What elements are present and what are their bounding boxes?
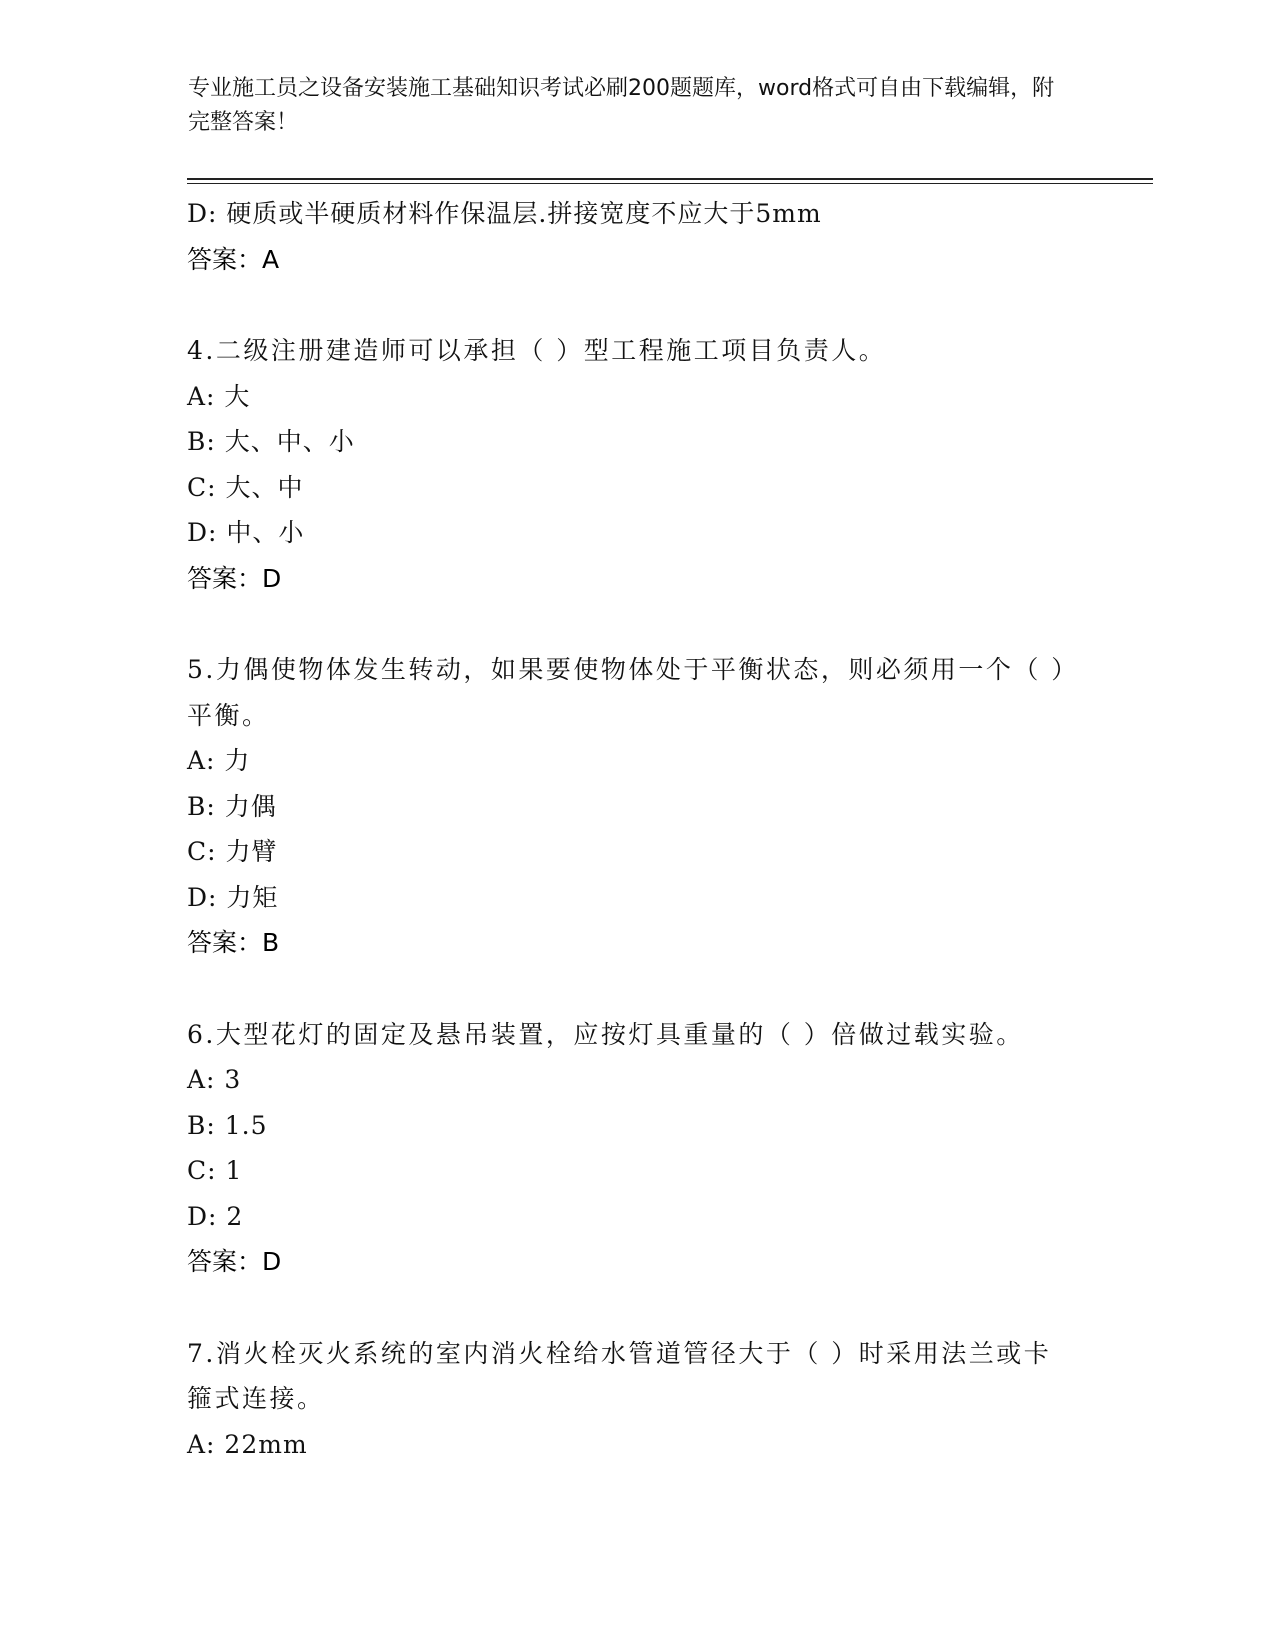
option-b: B: 1.5: [187, 1110, 268, 1140]
option-a: A: 力: [187, 746, 251, 775]
header-divider: [187, 178, 1153, 180]
answer-line: 答案：D: [187, 563, 282, 593]
option-c: C: 大、中: [187, 472, 304, 502]
question-stem: 7.消火栓灭火系统的室内消火栓给水管道管径大于（ ）时采用法兰或卡箍式连接。: [187, 1338, 1052, 1413]
option-c: C: 1: [187, 1156, 243, 1185]
option-d: D: 2: [187, 1201, 244, 1231]
document-header: 专业施工员之设备安装施工基础知识考试必刷200题题库，word格式可自由下载编辑，附完整答案！: [188, 76, 1055, 135]
header-divider-thin: [187, 183, 1153, 184]
question-stem: 4.二级注册建造师可以承担（ ）型工程施工项目负责人。: [187, 336, 887, 365]
option-c: C: 力臂: [187, 837, 278, 866]
option-a: A: 3: [187, 1065, 242, 1094]
question-stem: 6.大型花灯的固定及悬吊装置，应按灯具重量的（ ）倍做过载实验。: [187, 1019, 1024, 1049]
question-list: [187, 191, 1087, 1467]
question-stem: 5.力偶使物体发生转动，如果要使物体处于平衡状态，则必须用一个（ ）平衡。: [187, 655, 1067, 730]
answer-line: 答案：D: [187, 1247, 282, 1276]
answer-line: 答案：B: [187, 928, 280, 957]
answer-line: 答案：A: [187, 244, 280, 274]
option-a: A: 22mm: [187, 1429, 308, 1459]
option-b: B: 力偶: [187, 791, 277, 821]
option-d: D: 力矩: [187, 882, 279, 912]
option-d: D: 中、小: [187, 518, 305, 547]
option-b: B: 大、中、小: [187, 427, 355, 456]
option-d: D: 硬质或半硬质材料作保温层.拼接宽度不应大于5mm: [187, 199, 822, 228]
option-a: A: 大: [187, 381, 251, 411]
